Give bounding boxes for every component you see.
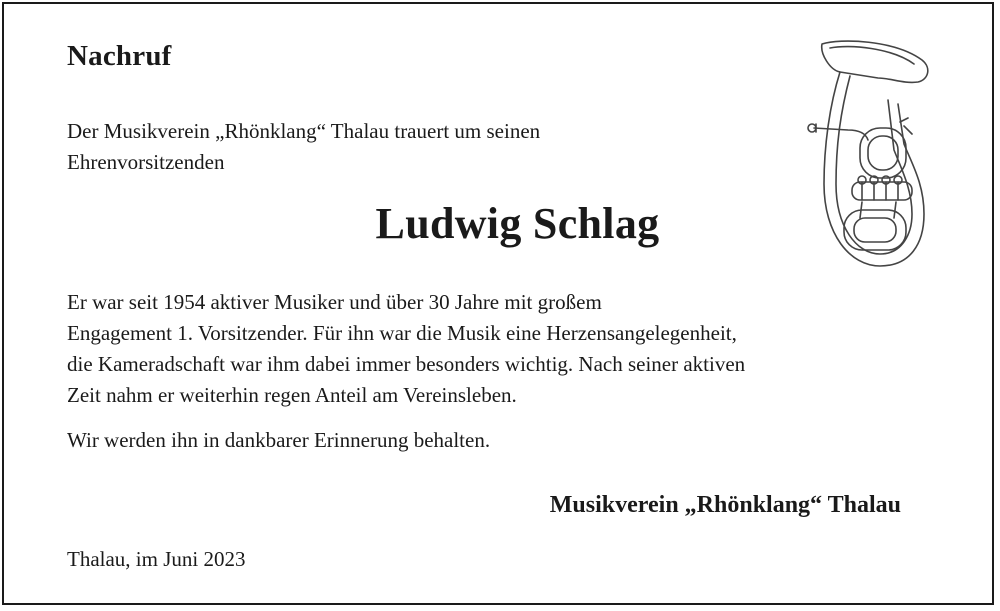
deceased-name: Ludwig Schlag — [375, 199, 660, 248]
intro-text — [67, 116, 540, 178]
intro-line: Der Musikverein „Rhönklang“ Thalau trauert um seinen — [67, 119, 541, 143]
notice-heading: Nachruf — [67, 40, 172, 72]
body-line: Engagement 1. Vorsitzender. Für ihn war die Musik eine Herzensangelegenheit, — [67, 321, 737, 345]
place-date: Thalau, im Juni 2023 — [67, 547, 246, 571]
body-line: die Kameradschaft war ihm dabei immer besonders wichtig. Nach seiner aktiven — [67, 352, 746, 376]
closing-text: Wir werden ihn in dankbarer Erinnerung behalten. — [67, 428, 491, 452]
notice-frame — [2, 2, 994, 605]
intro-line: Ehrenvorsitzenden — [67, 150, 225, 174]
body-text — [67, 287, 745, 411]
body-line: Zeit nahm er weiterhin regen Anteil am Vereinsleben. — [67, 383, 517, 407]
signature: Musikverein „Rhönklang“ Thalau — [549, 492, 901, 518]
body-line: Er war seit 1954 aktiver Musiker und über 30 Jahre mit großem — [67, 290, 602, 314]
